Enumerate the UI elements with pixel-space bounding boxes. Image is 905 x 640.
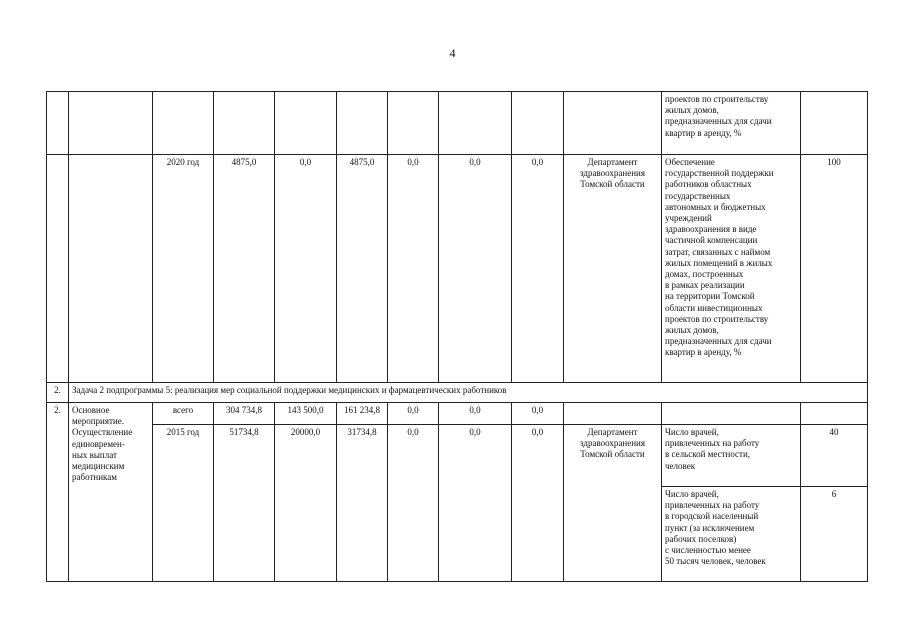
cell-tf: 0,0 xyxy=(439,425,512,582)
cell-other xyxy=(512,92,564,155)
task-heading: Задача 2 подпрограммы 5: реализация мер социальной поддержки медицинских и фармацевтических работников xyxy=(69,383,868,403)
cell-year: 2015 год xyxy=(153,425,214,582)
page-number: 4 xyxy=(449,46,456,60)
cell-total: 304 734,8 xyxy=(214,403,275,425)
cell-tf: 0,0 xyxy=(439,403,512,425)
cell-other: 0,0 xyxy=(512,425,564,582)
cell-other: 0,0 xyxy=(512,155,564,383)
cell-year: 2020 год xyxy=(153,155,214,383)
cell-name xyxy=(69,92,153,155)
cell-executor xyxy=(564,92,662,155)
cell-name xyxy=(69,155,153,383)
cell-value: 100 xyxy=(801,155,868,383)
program-table xyxy=(46,91,868,582)
cell-other: 0,0 xyxy=(512,403,564,425)
cell-num xyxy=(47,92,69,155)
cell-reg: 161 234,8 xyxy=(337,403,388,425)
cell-reg: 4875,0 xyxy=(337,155,388,383)
cell-fed: 20000,0 xyxy=(275,425,337,582)
cell-value: 6 xyxy=(801,487,868,582)
cell-value: 40 xyxy=(801,425,868,487)
cell-mun: 0,0 xyxy=(388,425,439,582)
cell-executor: Департамент здравоохранения Томской области xyxy=(564,155,662,383)
table-row-total xyxy=(47,403,868,425)
cell-tf: 0,0 xyxy=(439,155,512,383)
cell-mun: 0,0 xyxy=(388,155,439,383)
cell-value xyxy=(801,92,868,155)
cell-num: 2. xyxy=(47,403,69,582)
table-row-2020 xyxy=(47,155,868,383)
cell-fed: 143 500,0 xyxy=(275,403,337,425)
cell-executor xyxy=(564,403,662,425)
table-row-task xyxy=(47,383,868,403)
cell-num xyxy=(47,155,69,383)
table-row-continuation xyxy=(47,92,868,155)
cell-name: Основное мероприятие. Осуществление единовремен- ных выплат медицинским работникам xyxy=(69,403,153,582)
cell-fed: 0,0 xyxy=(275,155,337,383)
cell-reg xyxy=(337,92,388,155)
cell-tf xyxy=(439,92,512,155)
cell-indicator xyxy=(662,403,801,425)
cell-fed xyxy=(275,92,337,155)
cell-executor: Департамент здравоохранения Томской области xyxy=(564,425,662,582)
cell-mun: 0,0 xyxy=(388,403,439,425)
cell-reg: 31734,8 xyxy=(337,425,388,582)
table-row-2015 xyxy=(47,425,868,487)
cell-num: 2. xyxy=(47,383,69,403)
cell-mun xyxy=(388,92,439,155)
cell-total: 51734,8 xyxy=(214,425,275,582)
cell-value xyxy=(801,403,868,425)
cell-indicator: проектов по строительству жилых домов, предназначенных для сдачи квартир в аренду, % xyxy=(662,92,801,155)
cell-total: 4875,0 xyxy=(214,155,275,383)
cell-indicator: Число врачей, привлеченных на работу в сельской местности, человек xyxy=(662,425,801,487)
cell-total xyxy=(214,92,275,155)
cell-indicator: Число врачей, привлеченных на работу в городской населенный пункт (за исключением рабочих поселков) с численностью менее 50 тысяч человек, человек xyxy=(662,487,801,582)
cell-year xyxy=(153,92,214,155)
cell-indicator: Обеспечение государственной поддержки работников областных государственных автономных и бюджетных учреждений здравоохранения в виде частичной компенсации затрат, связанных с наймом жилых помещений в жилых домах, построенных в рамках реализации на территории Томской области инвестиционных проектов по строительству жилых домов, предназначенных для сдачи квартир в аренду, % xyxy=(662,155,801,383)
cell-year: всего xyxy=(153,403,214,425)
